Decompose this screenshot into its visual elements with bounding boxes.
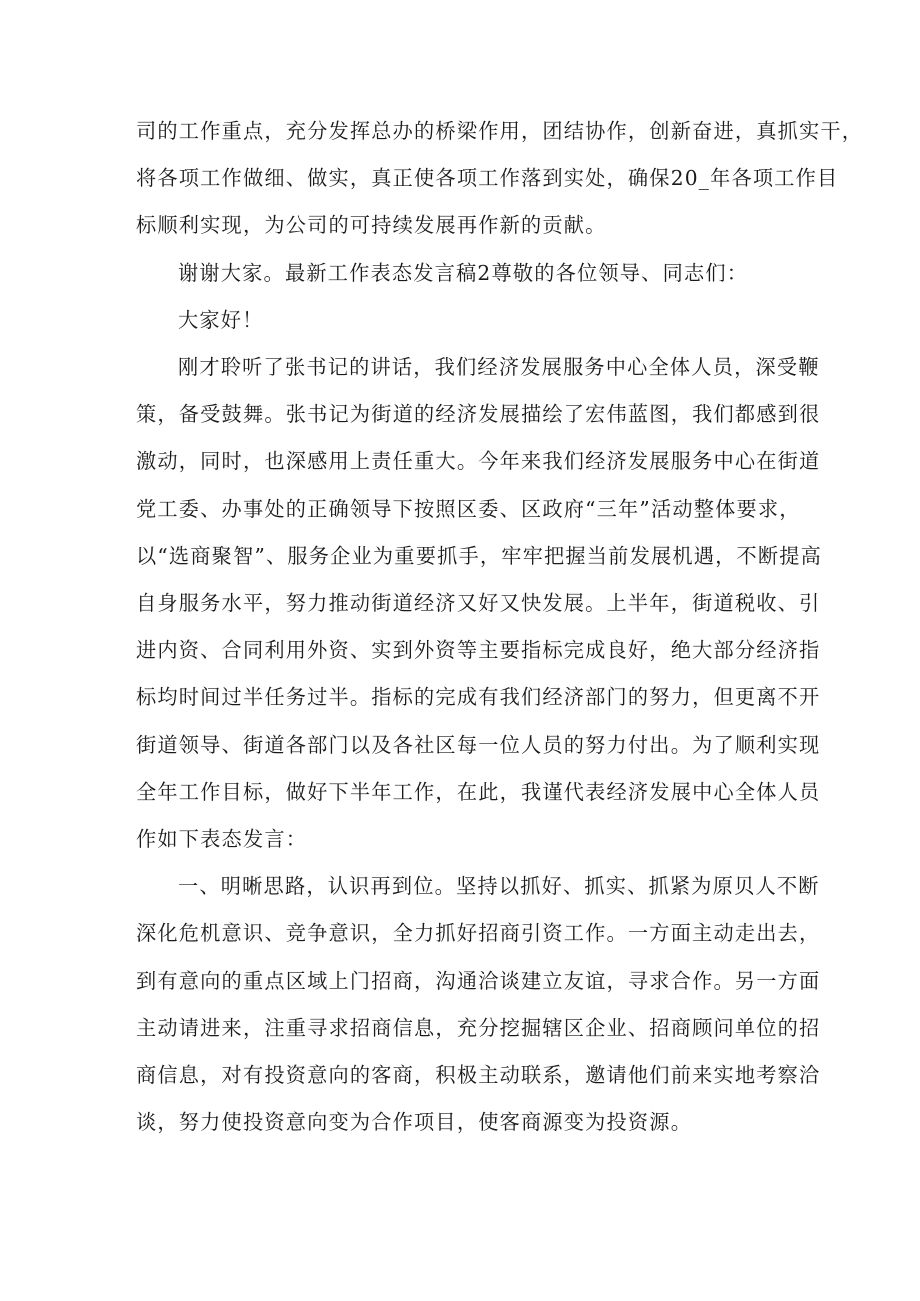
document-body: [136, 108, 864, 1146]
paragraph-5: [136, 863, 821, 1146]
paragraph-2: [136, 250, 798, 297]
text-line: 将各项工作做细、做实，真正使各项工作落到实处，确保20_年各项工作目: [136, 166, 839, 191]
text-line: 谈，努力使投资意向变为合作项目，使客商源变为投资源。: [136, 1110, 693, 1135]
text-line: 进内资、合同利用外资、实到外资等主要指标完成良好，绝大部分经济指: [136, 638, 821, 663]
text-line: 街道领导、街道各部门以及各社区每一位人员的努力付出。为了顺利实现: [136, 732, 821, 757]
text-line: 司的工作重点，充分发挥总办的桥梁作用，团结协作，创新奋进，真抓实干，: [136, 119, 864, 143]
text-line: 到有意向的重点区域上门招商，沟通洽谈建立友谊，寻求合作。另一方面: [136, 968, 821, 993]
text-line: 作如下表态发言：: [136, 827, 308, 852]
text-line: 大家好！: [178, 307, 264, 332]
text-line: 标均时间过半任务过半。指标的完成有我们经济部门的努力，但更离不开: [136, 685, 821, 710]
paragraph-4: [136, 344, 823, 863]
text-line: 刚才聆听了张书记的讲话，我们经济发展服务中心全体人员，深受鞭: [178, 355, 820, 380]
text-line: 激动，同时，也深感用上责任重大。今年来我们经济发展服务中心在街道: [136, 449, 821, 474]
text-line: 以“选商聚智”、服务企业为重要抓手，牢牢把握当前发展机遇，不断提高: [136, 543, 823, 568]
text-line: 深化危机意识、竞争意识，全力抓好招商引资工作。一方面主动走出去，: [136, 921, 821, 946]
text-line: 全年工作目标，做好下半年工作，在此，我谨代表经济发展中心全体人员: [136, 779, 821, 804]
text-line: 一、明晰思路，认识再到位。坚持以抓好、抓实、抓紧为原贝人不断: [178, 874, 820, 899]
paragraph-3: [136, 297, 798, 344]
paragraph-1: [136, 108, 864, 250]
text-line: 谢谢大家。最新工作表态发言稿2尊敬的各位领导、同志们：: [178, 260, 749, 285]
text-line: 商信息，对有投资意向的客商，积极主动联系，邀请他们前来实地考察洽: [136, 1063, 821, 1088]
text-line: 主动请进来，注重寻求招商信息，充分挖掘辖区企业、招商顾问单位的招: [136, 1015, 821, 1040]
text-line: 策，备受鼓舞。张书记为街道的经济发展描绘了宏伟蓝图，我们都感到很: [136, 402, 821, 427]
text-line: 自身服务水平，努力推动街道经济又好又快发展。上半年，街道税收、引: [136, 591, 821, 616]
text-line: 标顺利实现，为公司的可持续发展再作新的贡献。: [136, 213, 607, 238]
text-line: 党工委、办事处的正确领导下按照区委、区政府“三年”活动整体要求，: [136, 496, 801, 521]
